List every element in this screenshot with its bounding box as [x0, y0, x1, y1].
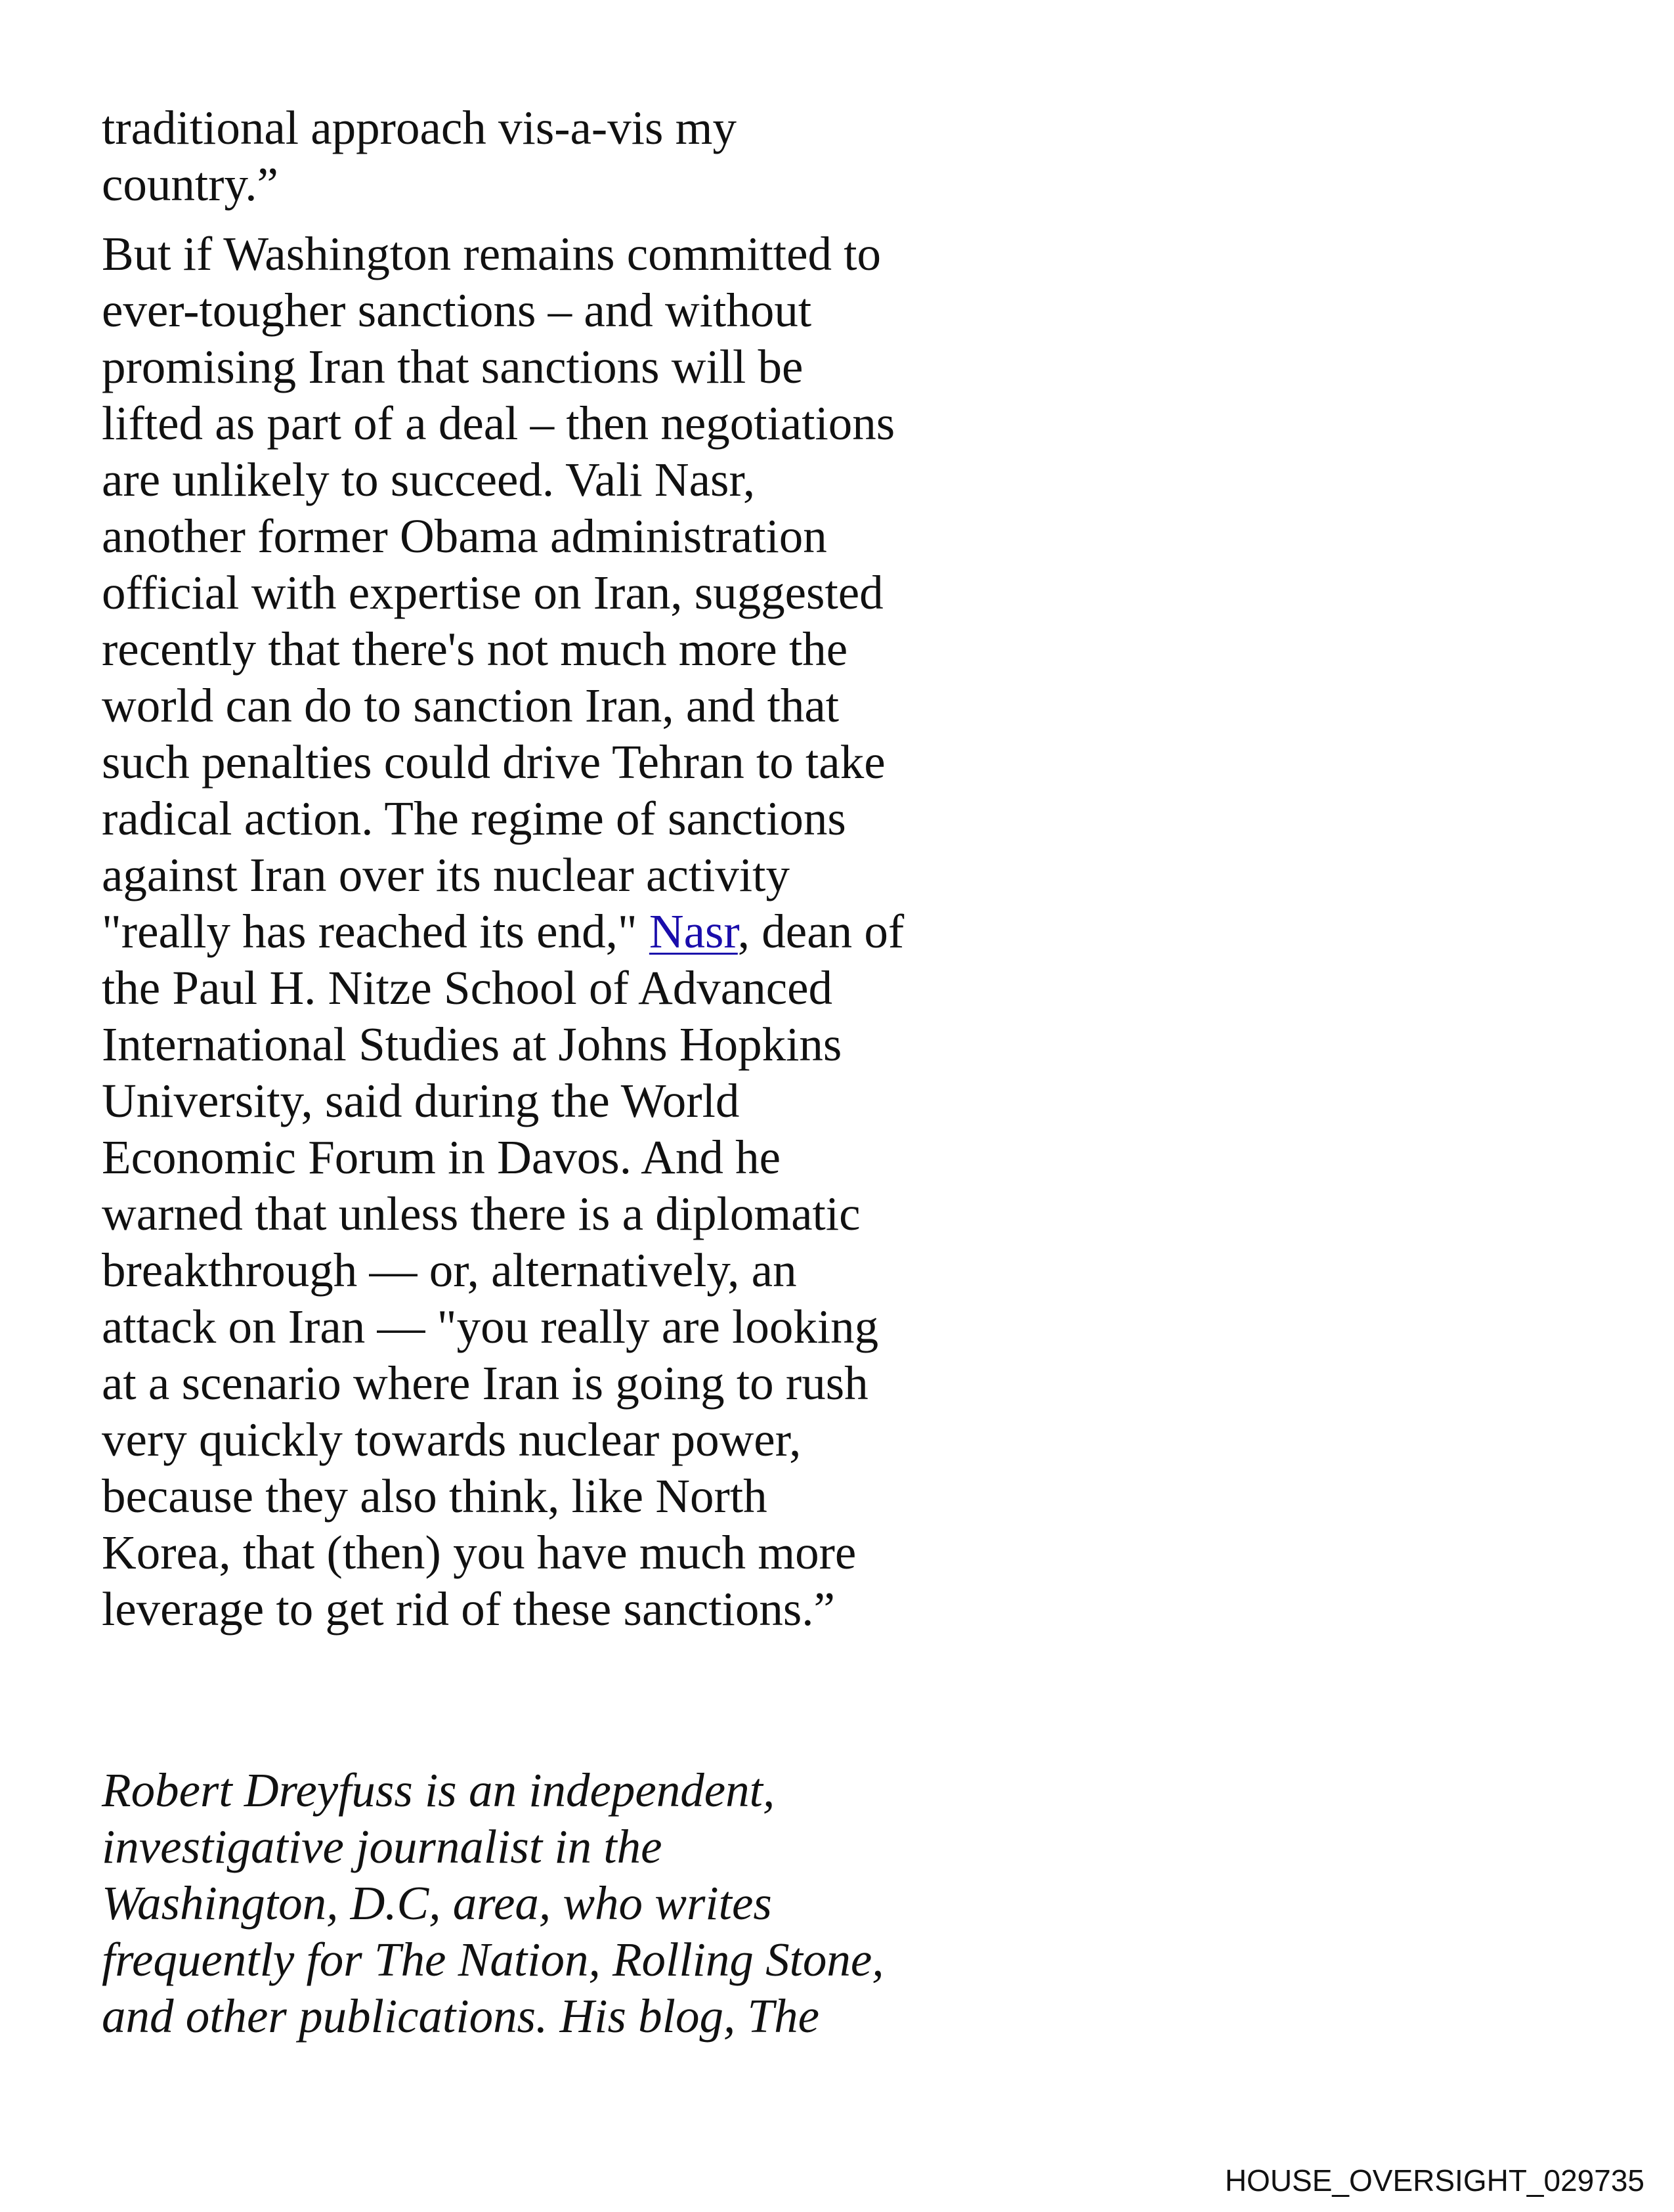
document-id-label: HOUSE_OVERSIGHT_029735	[1224, 2163, 1644, 2198]
text-line: country.”	[102, 158, 278, 211]
text-line: Korea, that (then) you have much more	[102, 1526, 857, 1579]
text-line: leverage to get rid of these sanctions.”	[102, 1582, 835, 1636]
text-line: because they also think, like North	[102, 1469, 767, 1523]
link-line-prefix: "really has reached its end,"	[102, 905, 649, 958]
bio-line: Washington, D.C, area, who writes	[102, 1876, 772, 1930]
bio-line: and other publications. His blog, The	[102, 1989, 819, 2043]
text-line: attack on Iran — "you really are looking	[102, 1300, 879, 1353]
paragraph-spacer	[102, 213, 949, 226]
author-bio	[102, 1762, 949, 2045]
bio-line: investigative journalist in the	[102, 1820, 662, 1873]
text-line-with-link	[102, 903, 949, 960]
paragraph-quote-end	[102, 100, 949, 213]
text-line: warned that unless there is a diplomatic	[102, 1187, 861, 1240]
text-line: International Studies at Johns Hopkins	[102, 1018, 842, 1071]
bio-line: frequently for The Nation, Rolling Stone,	[102, 1933, 884, 1986]
text-line: ever-tougher sanctions – and without	[102, 284, 812, 337]
nasr-link[interactable]: Nasr	[649, 905, 738, 958]
text-line: world can do to sanction Iran, and that	[102, 679, 840, 732]
text-line: Economic Forum in Davos. And he	[102, 1131, 781, 1184]
bio-line: Robert Dreyfuss is an independent,	[102, 1764, 775, 1817]
text-line: promising Iran that sanctions will be	[102, 340, 804, 393]
text-line: at a scenario where Iran is going to rush	[102, 1356, 869, 1410]
text-line: are unlikely to succeed. Vali Nasr,	[102, 453, 756, 506]
text-line: very quickly towards nuclear power,	[102, 1413, 802, 1466]
text-line: another former Obama administration	[102, 510, 827, 563]
text-line: traditional approach vis-a-vis my	[102, 101, 737, 154]
text-line: such penalties could drive Tehran to take	[102, 735, 886, 789]
text-line: recently that there's not much more the	[102, 622, 848, 676]
text-line: against Iran over its nuclear activity	[102, 848, 790, 901]
text-line: University, said during the World	[102, 1074, 740, 1127]
text-line: the Paul H. Nitze School of Advanced	[102, 961, 833, 1014]
link-line-suffix: , dean of	[737, 905, 905, 958]
text-line: breakthrough — or, alternatively, an	[102, 1244, 797, 1297]
text-line: official with expertise on Iran, suggested	[102, 566, 884, 619]
article-column	[102, 100, 949, 2045]
text-line: But if Washington remains committed to	[102, 227, 881, 280]
section-spacer	[102, 1637, 949, 1762]
text-line: radical action. The regime of sanctions	[102, 792, 846, 845]
paragraph-sanctions	[102, 226, 949, 1637]
text-line: lifted as part of a deal – then negotiations	[102, 397, 895, 450]
